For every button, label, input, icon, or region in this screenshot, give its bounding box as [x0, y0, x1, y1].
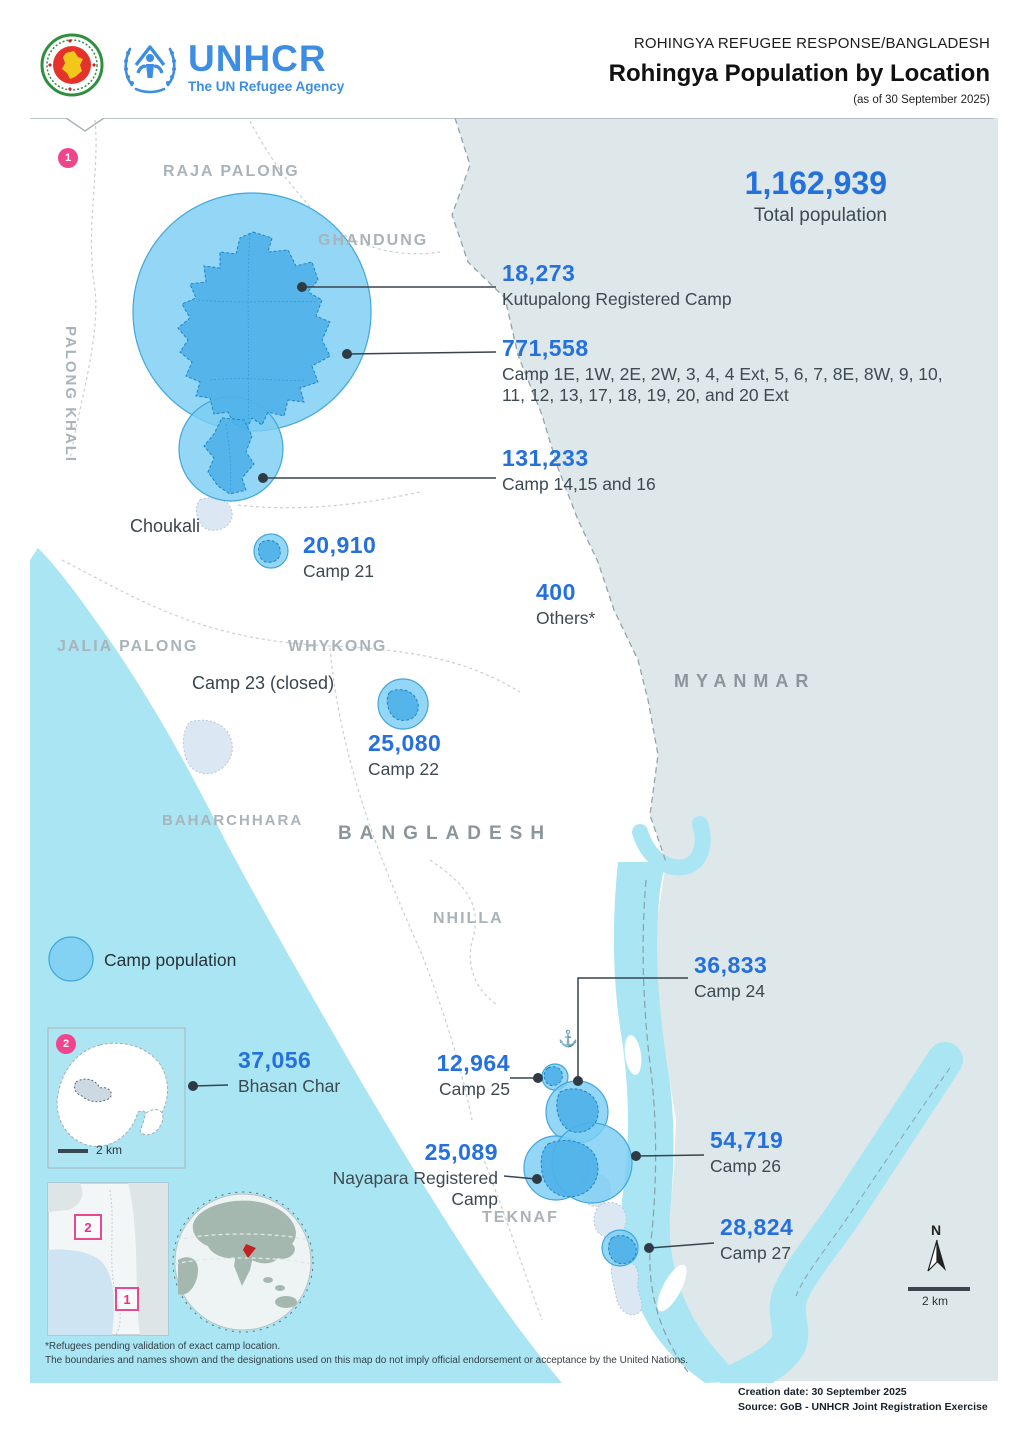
- bhasan-scale-label: 2 km: [96, 1143, 123, 1157]
- anchor-icon: ⚓: [558, 1031, 578, 1048]
- total-population-label: Total population: [753, 205, 887, 227]
- region-label-teknaf: TEKNAF: [482, 1209, 559, 1226]
- callout-camp-22: [368, 731, 441, 780]
- callout-others: [536, 580, 595, 629]
- country-label-bangladesh: BANGLADESH: [338, 823, 553, 844]
- callout-label: Camp 22: [368, 759, 440, 780]
- region-label-raja-palong: RAJA PALONG: [163, 163, 300, 180]
- creation-date: Creation date: 30 September 2025: [738, 1386, 907, 1398]
- legend-circle: [49, 937, 93, 981]
- page-title: Rohingya Population by Location: [608, 59, 990, 87]
- inset-box-2: 2: [74, 1214, 102, 1240]
- callout-camp-14-15-16: [502, 446, 656, 495]
- callout-label: Camp 21: [303, 561, 375, 582]
- callout-value: 18,273: [502, 260, 576, 286]
- callout-nayapara: [283, 1140, 498, 1210]
- as-of-date: (as of 30 September 2025): [853, 93, 990, 106]
- callout-value: 12,964: [436, 1050, 510, 1076]
- main-scale-label: 2 km: [922, 1294, 949, 1308]
- place-label-choukali: Choukali: [130, 516, 201, 536]
- bhasan-scalebar: [58, 1149, 88, 1153]
- unhcr-wordmark: [188, 40, 344, 94]
- callout-bhasan-char: [238, 1048, 340, 1097]
- bhasan-ref-2-badge: 2: [56, 1034, 76, 1054]
- callout-label: Kutupalong Registered Camp: [502, 289, 732, 310]
- region-label-baharchhara: BAHARCHHARA: [162, 812, 304, 829]
- unhcr-emblem-icon: [116, 31, 184, 104]
- place-label-camp23: Camp 23 (closed): [192, 673, 335, 693]
- callout-value: 771,558: [502, 335, 589, 361]
- header-kicker: ROHINGYA REFUGEE RESPONSE/BANGLADESH: [633, 35, 990, 52]
- region-label-nhilla: NHILLA: [433, 910, 504, 927]
- callout-label: Bhasan Char: [238, 1076, 341, 1097]
- north-label: N: [931, 1222, 942, 1238]
- inset-box-1: 1: [115, 1287, 139, 1311]
- main-scalebar: [908, 1287, 970, 1291]
- callout-label: Camp 14,15 and 16: [502, 474, 656, 495]
- callout-label: Others*: [536, 608, 596, 629]
- callout-label: Camp 26: [710, 1156, 782, 1177]
- source-line: Source: GoB - UNHCR Joint Registration Exercise: [738, 1401, 988, 1413]
- callout-value: 28,824: [720, 1214, 794, 1240]
- callout-label: Camp 25: [438, 1079, 510, 1100]
- callout-value: 36,833: [694, 952, 768, 978]
- callout-camp-24: [694, 953, 767, 1002]
- footnote-line2: The boundaries and names shown and the designations used on this map do not imply official endorsement or acceptance by the United Nations.: [45, 1355, 688, 1366]
- map-ref-1-badge: 1: [58, 148, 78, 168]
- footnote-line1: *Refugees pending validation of exact camp location.: [45, 1341, 281, 1352]
- callout-camp-26: [710, 1128, 783, 1177]
- callout-label: Camp 24: [694, 981, 766, 1002]
- region-label-jalia-palong: JALIA PALONG: [57, 638, 199, 655]
- callout-value: 400: [536, 579, 576, 605]
- region-label-whykong: WHYKONG: [288, 638, 388, 655]
- callout-kutupalong: [502, 261, 732, 310]
- callout-value: 25,089: [424, 1139, 498, 1165]
- callout-label: Camp 1E, 1W, 2E, 2W, 3, 4, 4 Ext, 5, 6, 7, 8E, 8W, 9, 10, 11, 12, 13, 17, 18, 19, 20, and 20 Ext: [502, 364, 943, 406]
- country-label-myanmar: MYANMAR: [674, 671, 816, 691]
- region-label-ghandung: GHANDUNG: [318, 232, 429, 249]
- bd-government-emblem-icon: [40, 33, 104, 102]
- total-population-value: 1,162,939: [744, 165, 887, 201]
- region-locator-inset: [48, 1183, 168, 1335]
- legend-camp-population-label: Camp population: [104, 950, 237, 970]
- header-titles: [609, 33, 990, 109]
- total-population-block: [635, 166, 887, 227]
- callout-value: 25,080: [368, 730, 442, 756]
- callout-value: 20,910: [303, 532, 377, 558]
- unhcr-wordmark-text: UNHCR: [188, 38, 327, 79]
- callout-camp-27: [720, 1215, 793, 1264]
- callout-camp-21: [303, 533, 376, 582]
- callout-value: 37,056: [238, 1047, 312, 1073]
- region-label-palong-khali: PALONG KHALI: [62, 326, 79, 464]
- callout-label: Camp 27: [720, 1243, 792, 1264]
- callout-value: 131,233: [502, 445, 589, 471]
- callout-camp-25: [390, 1051, 510, 1100]
- callout-label: Nayapara Registered Camp: [332, 1168, 498, 1210]
- callout-value: 54,719: [710, 1127, 784, 1153]
- callout-megacamp: [502, 336, 950, 406]
- unhcr-tagline: The UN Refugee Agency: [188, 79, 345, 94]
